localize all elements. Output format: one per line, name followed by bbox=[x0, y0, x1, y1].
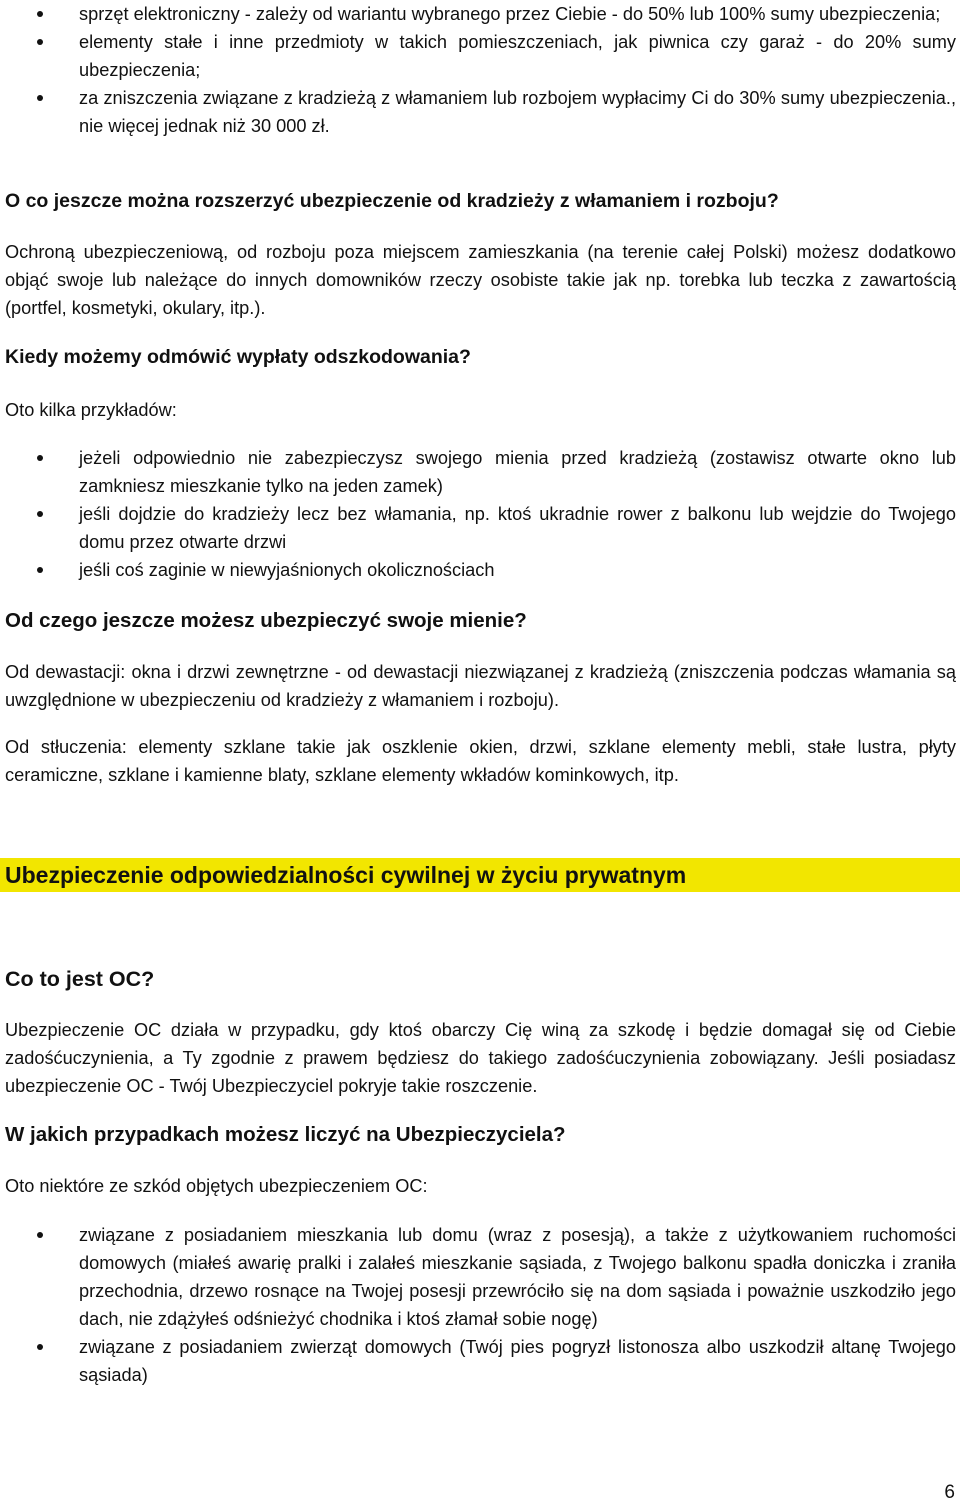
heading-more: Od czego jeszcze możesz ubezpieczyć swoje mienie? bbox=[5, 609, 527, 632]
list-item: za zniszczenia związane z kradzieżą z włamaniem lub rozbojem wypłacimy Ci do 30% sumy ubezpieczenia., nie więcej jednak niż 30 000 zł. bbox=[0, 84, 960, 140]
bullet-icon bbox=[37, 567, 43, 573]
paragraph-extend: Ochroną ubezpieczeniową, od rozboju poza miejscem zamieszkania (na terenie całej Polski) możesz dodatkowo objąć swoje lub należące do innych domowników rzeczy osobiste takie jak np. torebka lub teczka z zawartością (portfel, kosmetyki, okulary, itp.). bbox=[5, 242, 956, 318]
oc-cases-list bbox=[0, 1221, 960, 1389]
list-item: związane z posiadaniem zwierząt domowych (Twój pies pogryzł listonosza albo uszkodził altanę Twojego sąsiada) bbox=[0, 1333, 960, 1389]
list-item: jeśli dojdzie do kradzieży lecz bez włamania, np. ktoś ukradnie rower z balkonu lub wejdzie do Twojego domu przez otwarte drzwi bbox=[0, 500, 960, 556]
bullet-icon bbox=[37, 1232, 43, 1238]
paragraph-examples: Oto kilka przykładów: bbox=[5, 400, 177, 420]
bullet-icon bbox=[37, 11, 43, 17]
paragraph-glass: Od stłuczenia: elementy szklane takie jak oszklenie okien, drzwi, szklane elementy mebli, stałe lustra, płyty ceramiczne, szklane i kamienne blaty, szklane elementy wkładów kominkowych, itp. bbox=[5, 737, 956, 785]
bullet-icon bbox=[37, 511, 43, 517]
list-item: związane z posiadaniem mieszkania lub domu (wraz z posesją), a także z użytkowaniem ruchomości domowych (miałeś awarię pralki i zalałeś mieszkanie sąsiada, z Twojego balkonu spadła doniczka i zraniła przechodnia, drzewo rosnące na Twojej posesji przewróciło się na dom sąsiada i poważnie uszkodziło jego dach, nie zdążyłeś odśnieżyć chodnika i ktoś złamał sobie nogę) bbox=[0, 1221, 960, 1333]
coverage-limits-list bbox=[0, 0, 960, 140]
paragraph-oc: Ubezpieczenie OC działa w przypadku, gdy ktoś obarczy Cię winą za szkodę i będzie domagał się od Ciebie zadośćuczynienia, a Ty zgodnie z prawem będziesz do takiego zadośćuczynienia zobowiązany. Jeśli posiadasz ubezpieczenie OC - Twój Ubezpieczyciel pokryje takie roszczenie. bbox=[5, 1020, 956, 1096]
bullet-icon bbox=[37, 95, 43, 101]
heading-extend: O co jeszcze można rozszerzyć ubezpieczenie od kradzieży z włamaniem i rozboju? bbox=[5, 190, 779, 212]
list-item: sprzęt elektroniczny - zależy od wariantu wybranego przez Ciebie - do 50% lub 100% sumy ubezpieczenia; bbox=[0, 0, 960, 28]
paragraph-cases: Oto niektóre ze szkód objętych ubezpieczeniem OC: bbox=[5, 1176, 428, 1196]
heading-oc: Co to jest OC? bbox=[5, 967, 155, 991]
list-item: jeśli coś zaginie w niewyjaśnionych okolicznościach bbox=[0, 556, 960, 584]
heading-cases: W jakich przypadkach możesz liczyć na Ubezpieczyciela? bbox=[5, 1123, 566, 1146]
paragraph-vandalism: Od dewastacji: okna i drzwi zewnętrzne - od dewastacji niezwiązanej z kradzieżą (zniszczenia podczas włamania są uwzględnione w ubezpieczeniu od kradzieży z włamaniem i rozboju). bbox=[5, 662, 956, 710]
refuse-list bbox=[0, 444, 960, 584]
bullet-icon bbox=[37, 39, 43, 45]
list-item: jeżeli odpowiednio nie zabezpieczysz swojego mienia przed kradzieżą (zostawisz otwarte okno lub zamkniesz mieszkanie tylko na jeden zamek) bbox=[0, 444, 960, 500]
list-item: elementy stałe i inne przedmioty w takich pomieszczeniach, jak piwnica czy garaż - do 20% sumy ubezpieczenia; bbox=[0, 28, 960, 84]
section-banner: Ubezpieczenie odpowiedzialności cywilnej w życiu prywatnym bbox=[0, 858, 960, 892]
bullet-icon bbox=[37, 455, 43, 461]
page-number: 6 bbox=[944, 1482, 955, 1503]
heading-refuse: Kiedy możemy odmówić wypłaty odszkodowania? bbox=[5, 346, 471, 368]
bullet-icon bbox=[37, 1344, 43, 1350]
